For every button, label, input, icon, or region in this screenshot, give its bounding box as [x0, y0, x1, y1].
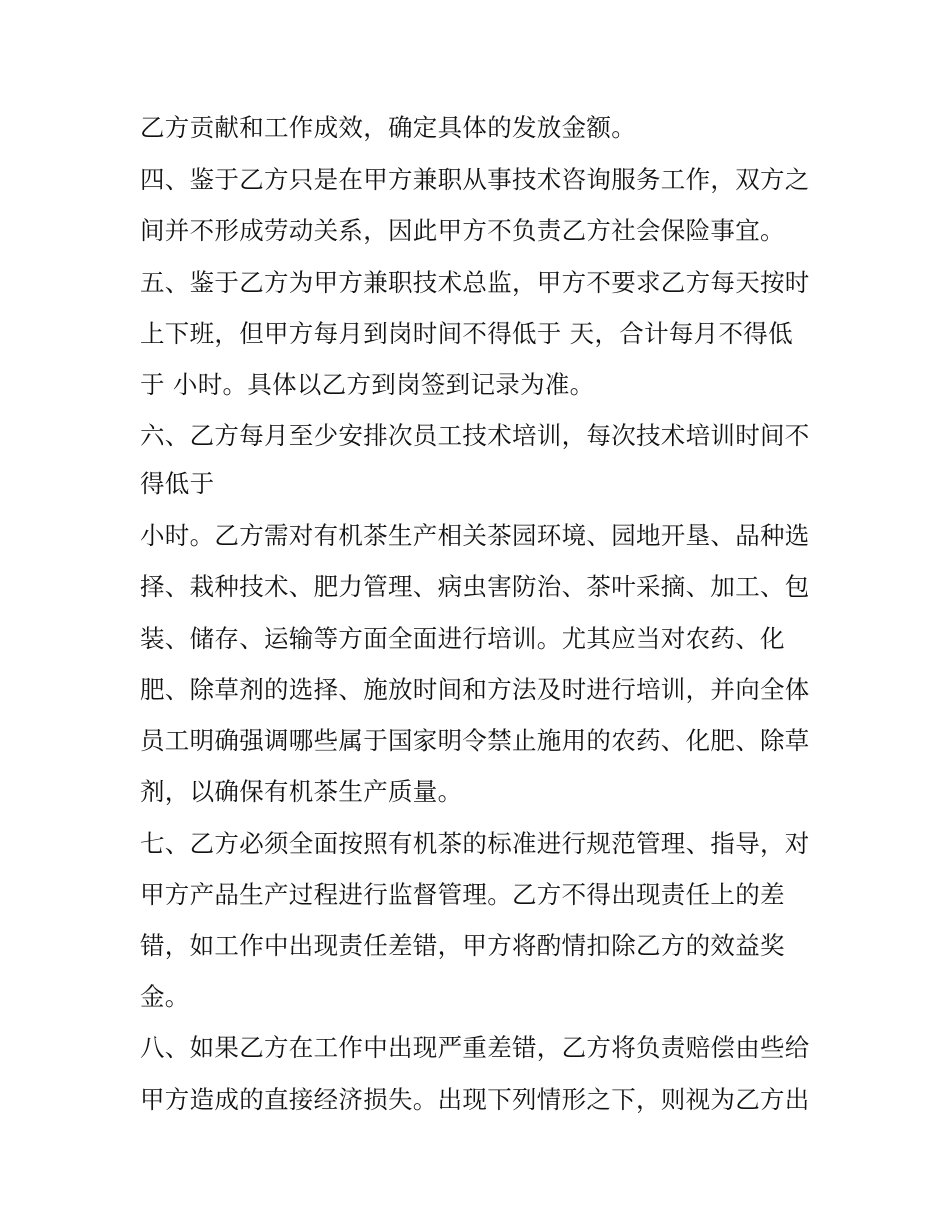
text-line: 肥、除草剂的选择、施放时间和方法及时进行培训，并向全体 [140, 675, 810, 704]
text-line: 乙方贡献和工作成效，确定具体的发放金额。 [140, 113, 636, 142]
text-line: 甲方造成的直接经济损失。出现下列情形之下，则视为乙方出 [140, 1085, 810, 1114]
text-line: 七、乙方必须全面按照有机茶的标准进行规范管理、指导，对 [140, 829, 810, 858]
text-line: 剂，以确保有机茶生产质量。 [140, 777, 463, 806]
text-line: 错，如工作中出现责任差错，甲方将酌情扣除乙方的效益奖 [140, 931, 785, 960]
text-line: 四、鉴于乙方只是在甲方兼职从事技术咨询服务工作，双方之 [140, 165, 810, 194]
text-line: 装、储存、运输等方面全面进行培训。尤其应当对农药、化 [140, 624, 785, 653]
text-line: 得低于 [140, 469, 215, 498]
text-line: 八、如果乙方在工作中出现严重差错，乙方将负责赔偿由些给 [140, 1033, 810, 1062]
text-line: 甲方产品生产过程进行监督管理。乙方不得出现责任上的差 [140, 880, 785, 909]
text-line: 上下班，但甲方每月到岗时间不得低于 天，合计每月不得低 [140, 319, 793, 348]
text-line: 五、鉴于乙方为甲方兼职技术总监，甲方不要求乙方每天按时 [140, 268, 810, 297]
text-line: 员工明确强调哪些属于国家明令禁止施用的农药、化肥、除草 [140, 726, 810, 755]
text-line: 六、乙方每月至少安排次员工技术培训，每次技术培训时间不 [140, 421, 810, 450]
text-line: 择、栽种技术、肥力管理、病虫害防治、茶叶采摘、加工、包 [140, 572, 810, 601]
text-line: 间并不形成劳动关系，因此甲方不负责乙方社会保险事宜。 [140, 216, 785, 245]
text-line: 金。 [140, 982, 190, 1011]
text-line: 于 小时。具体以乙方到岗签到记录为准。 [140, 370, 595, 399]
text-line: 小时。乙方需对有机茶生产相关茶园环境、园地开垦、品种选 [140, 521, 810, 550]
